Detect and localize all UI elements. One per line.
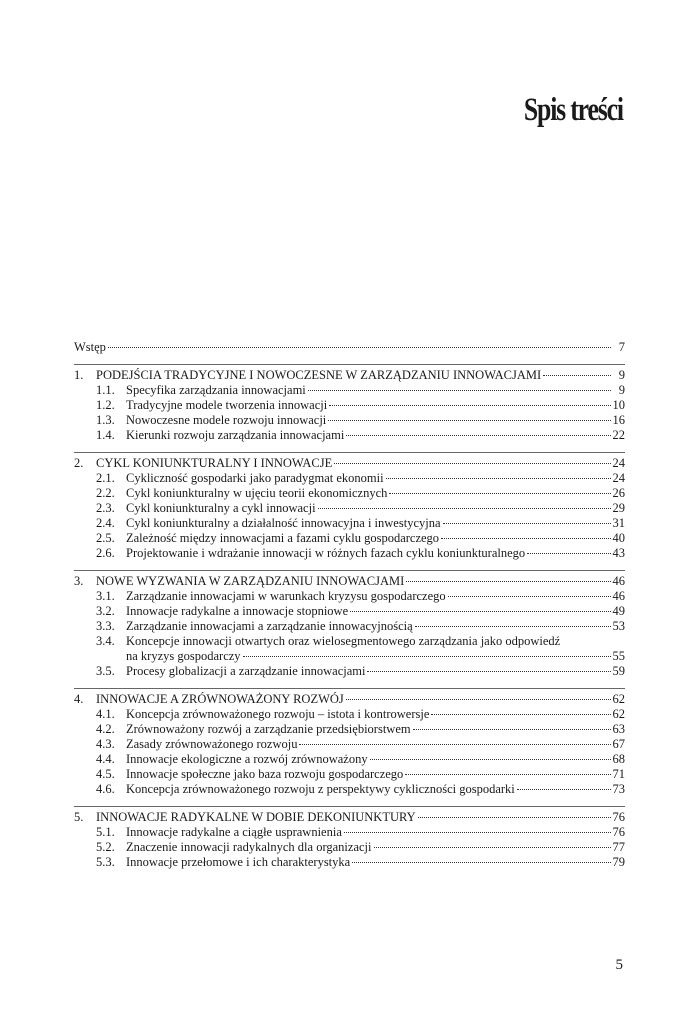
section-title: Innowacje społeczne jako baza rozwoju gospodarczego	[126, 767, 404, 781]
section-title: Koncepcja zrównoważonego rozwoju – istota i kontrowersje	[126, 707, 430, 721]
section-number: 3.1.	[96, 589, 115, 603]
toc-section[interactable]	[74, 752, 625, 767]
dot-leader	[527, 553, 610, 554]
chapter-page: 76	[612, 810, 625, 824]
toc-intro[interactable]	[74, 340, 625, 355]
dot-leader	[346, 699, 611, 700]
chapter-divider	[74, 452, 625, 453]
toc-section[interactable]	[74, 428, 625, 443]
section-title: Koncepcja zrównoważonego rozwoju z perspektywy cykliczności gospodarki	[126, 782, 515, 796]
table-of-contents	[74, 340, 625, 870]
toc-section[interactable]	[74, 383, 625, 398]
toc-section[interactable]	[74, 398, 625, 413]
section-title: Cykl koniunkturalny a cykl innowacji	[126, 501, 316, 515]
dot-leader	[386, 478, 611, 479]
chapter-page: 24	[612, 456, 625, 470]
section-title: Specyfika zarządzania innowacjami	[126, 383, 306, 397]
section-title: Projektowanie i wdrażanie innowacji w różnych fazach cyklu koniunkturalnego	[126, 546, 526, 560]
chapter-page: 62	[612, 692, 625, 706]
section-title: Innowacje radykalne a ciągłe usprawnienia	[126, 825, 342, 839]
chapter-number: 5.	[74, 810, 84, 824]
toc-section[interactable]	[74, 589, 625, 604]
section-page: 68	[612, 752, 625, 766]
toc-section[interactable]	[74, 619, 625, 634]
section-number: 1.2.	[96, 398, 115, 412]
dot-leader	[413, 729, 611, 730]
section-title: Zasady zrównoważonego rozwoju	[126, 737, 298, 751]
section-page: 67	[612, 737, 625, 751]
section-number: 4.2.	[96, 722, 115, 736]
section-number: 2.3.	[96, 501, 115, 515]
dot-leader	[243, 656, 611, 657]
toc-section[interactable]	[74, 634, 625, 649]
toc-section[interactable]	[74, 782, 625, 797]
section-number: 4.6.	[96, 782, 115, 796]
toc-section[interactable]	[74, 664, 625, 679]
toc-intro-label: Wstęp	[74, 340, 106, 354]
chapter-list	[74, 368, 625, 870]
dot-leader	[406, 581, 610, 582]
dot-leader	[352, 862, 610, 863]
section-title-continued: na kryzys gospodarczy	[126, 649, 241, 663]
chapter-number: 4.	[74, 692, 84, 706]
section-title: Innowacje radykalne a innowacje stopniowe	[126, 604, 349, 618]
section-title: Procesy globalizacji a zarządzanie innowacjami	[126, 664, 366, 678]
dot-leader	[441, 538, 610, 539]
toc-section[interactable]	[74, 486, 625, 501]
section-title: Znaczenie innowacji radykalnych dla organizacji	[126, 840, 372, 854]
section-title: Koncepcje innowacji otwartych oraz wielosegmentowego zarządzania jako odpowiedź	[126, 634, 561, 648]
toc-section[interactable]	[74, 825, 625, 840]
section-number: 4.5.	[96, 767, 115, 781]
section-page: 79	[612, 855, 625, 869]
section-number: 1.4.	[96, 428, 115, 442]
chapter-divider	[74, 688, 625, 689]
toc-section[interactable]	[74, 855, 625, 870]
section-page: 31	[612, 516, 625, 530]
section-title: Zarządzanie innowacjami a zarządzanie innowacyjnością	[126, 619, 413, 633]
toc-chapter[interactable]	[74, 368, 625, 383]
toc-section[interactable]	[74, 840, 625, 855]
section-page: 26	[612, 486, 625, 500]
section-title: Kierunki rozwoju zarządzania innowacjami	[126, 428, 345, 442]
toc-section[interactable]	[74, 737, 625, 752]
toc-section[interactable]	[74, 722, 625, 737]
section-page: 62	[612, 707, 625, 721]
section-number: 5.2.	[96, 840, 115, 854]
toc-section-continued[interactable]	[74, 649, 625, 664]
toc-chapter[interactable]	[74, 456, 625, 471]
section-page: 24	[612, 471, 625, 485]
section-page: 53	[612, 619, 625, 633]
dot-leader	[108, 347, 611, 348]
toc-intro-page: 7	[618, 340, 625, 354]
toc-section[interactable]	[74, 604, 625, 619]
section-number: 4.3.	[96, 737, 115, 751]
chapter-title: INNOWACJE RADYKALNE W DOBIE DEKONIUNKTURY	[96, 810, 416, 824]
dot-leader	[344, 832, 611, 833]
section-page: 76	[612, 825, 625, 839]
dot-leader	[328, 420, 610, 421]
section-page: 77	[612, 840, 625, 854]
section-page: 71	[612, 767, 625, 781]
chapter-page: 46	[612, 574, 625, 588]
chapter-divider	[74, 570, 625, 571]
section-page: 63	[612, 722, 625, 736]
dot-leader	[448, 596, 611, 597]
section-title: Innowacje ekologiczne a rozwój zrównoważony	[126, 752, 368, 766]
dot-leader	[318, 508, 611, 509]
section-number: 3.3.	[96, 619, 115, 633]
section-title: Cykl koniunkturalny a działalność innowacyjna i inwestycyjna	[126, 516, 441, 530]
section-number: 2.4.	[96, 516, 115, 530]
chapter-title: PODEJŚCIA TRADYCYJNE I NOWOCZESNE W ZARZĄDZANIU INNOWACJAMI	[96, 368, 542, 382]
dot-leader	[431, 714, 610, 715]
section-number: 2.6.	[96, 546, 115, 560]
toc-section[interactable]	[74, 501, 625, 516]
section-number: 3.4.	[96, 634, 115, 648]
toc-section[interactable]	[74, 516, 625, 531]
section-title: Cykl koniunkturalny w ujęciu teorii ekonomicznych	[126, 486, 388, 500]
toc-section[interactable]	[74, 531, 625, 546]
section-title: Innowacje przełomowe i ich charakterystyka	[126, 855, 351, 869]
section-title: Zarządzanie innowacjami w warunkach kryzysu gospodarczego	[126, 589, 446, 603]
section-page: 9	[618, 383, 625, 397]
toc-chapter[interactable]	[74, 810, 625, 825]
section-number: 4.1.	[96, 707, 115, 721]
section-number: 5.3.	[96, 855, 115, 869]
section-title: Nowoczesne modele rozwoju innowacji	[126, 413, 327, 427]
section-title: Zależność między innowacjami a fazami cyklu gospodarczego	[126, 531, 440, 545]
section-page: 59	[612, 664, 625, 678]
section-number: 2.1.	[96, 471, 115, 485]
section-number: 1.1.	[96, 383, 115, 397]
page-number: 5	[615, 957, 623, 973]
section-page: 29	[612, 501, 625, 515]
toc-section[interactable]	[74, 546, 625, 561]
page-title: Spis treści	[524, 92, 623, 128]
chapter-divider	[74, 806, 625, 807]
section-page: 46	[612, 589, 625, 603]
dot-leader	[418, 817, 611, 818]
section-title: Tradycyjne modele tworzenia innowacji	[126, 398, 328, 412]
toc-chapter[interactable]	[74, 692, 625, 707]
section-page: 73	[612, 782, 625, 796]
section-number: 2.2.	[96, 486, 115, 500]
dot-leader	[329, 405, 610, 406]
dot-leader	[367, 671, 610, 672]
section-title: Cykliczność gospodarki jako paradygmat ekonomii	[126, 471, 384, 485]
section-number: 2.5.	[96, 531, 115, 545]
chapter-number: 2.	[74, 456, 84, 470]
toc-chapter[interactable]	[74, 574, 625, 589]
toc-section[interactable]	[74, 707, 625, 722]
dot-leader	[350, 611, 610, 612]
dot-leader	[405, 774, 610, 775]
section-page: 55	[612, 649, 625, 663]
section-number: 3.5.	[96, 664, 115, 678]
section-title: Zrównoważony rozwój a zarządzanie przedsiębiorstwem	[126, 722, 411, 736]
dot-leader	[308, 390, 611, 391]
toc-section[interactable]	[74, 767, 625, 782]
chapter-title: INNOWACJE A ZRÓWNOWAŻONY ROZWÓJ	[96, 692, 344, 706]
dot-leader	[299, 744, 610, 745]
chapter-number: 1.	[74, 368, 84, 382]
toc-section[interactable]	[74, 413, 625, 428]
dot-leader	[389, 493, 610, 494]
section-number: 3.2.	[96, 604, 115, 618]
dot-leader	[334, 463, 610, 464]
chapter-title: NOWE WYZWANIA W ZARZĄDZANIU INNOWACJAMI	[96, 574, 405, 588]
section-page: 40	[612, 531, 625, 545]
section-page: 16	[612, 413, 625, 427]
dot-leader	[415, 626, 611, 627]
chapter-title: CYKL KONIUNKTURALNY I INNOWACJE	[96, 456, 333, 470]
chapter-divider	[74, 364, 625, 365]
section-page: 49	[612, 604, 625, 618]
dot-leader	[370, 759, 611, 760]
section-number: 1.3.	[96, 413, 115, 427]
chapter-number: 3.	[74, 574, 84, 588]
toc-section[interactable]	[74, 471, 625, 486]
section-number: 5.1.	[96, 825, 115, 839]
section-number: 4.4.	[96, 752, 115, 766]
dot-leader	[543, 375, 611, 376]
section-page: 43	[612, 546, 625, 560]
dot-leader	[517, 789, 611, 790]
dot-leader	[374, 847, 611, 848]
chapter-page: 9	[618, 368, 625, 382]
dot-leader	[443, 523, 611, 524]
dot-leader	[346, 435, 610, 436]
section-page: 22	[612, 428, 625, 442]
section-page: 10	[612, 398, 625, 412]
